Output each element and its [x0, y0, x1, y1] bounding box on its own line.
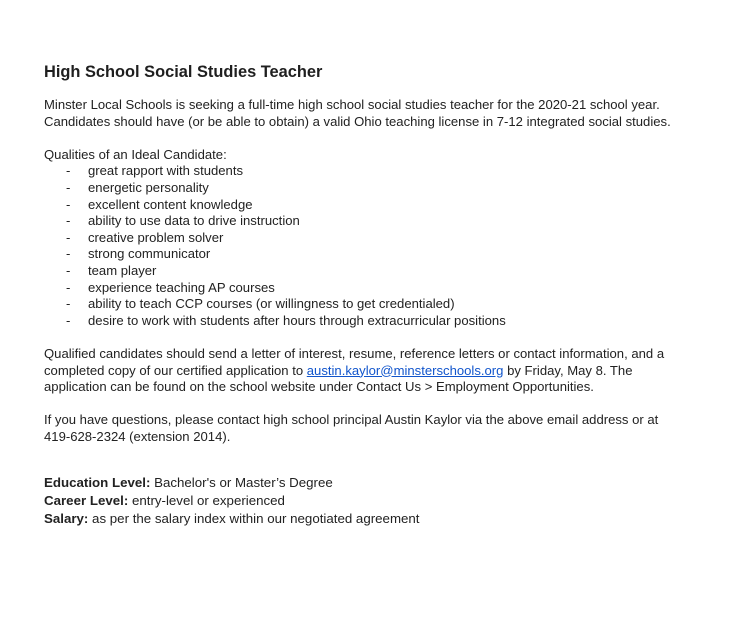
questions-line: 419-628-2324 (extension 2014). [44, 428, 231, 444]
dash-bullet: - [66, 262, 71, 278]
salary-row [44, 510, 734, 528]
list-item [44, 313, 734, 330]
career-level-row [44, 492, 734, 510]
list-item [44, 296, 734, 313]
spacer [44, 329, 734, 346]
application-line: application can be found on the school website under Contact Us > Employment Opportunities. [44, 379, 594, 395]
intro-line: Minster Local Schools is seeking a full-time high school social studies teacher for the 2020-21 school year. [44, 97, 660, 112]
spacer [44, 130, 734, 147]
dash-bullet: - [66, 229, 71, 245]
intro-line: Candidates should have (or be able to obtain) a valid Ohio teaching license in 7-12 integrated social studies. [44, 113, 671, 129]
list-item [44, 263, 734, 280]
list-item [44, 230, 734, 247]
list-item-text: experience teaching AP courses [88, 279, 275, 295]
spacer [44, 445, 734, 474]
salary-value: as per the salary index within our negotiated agreement [88, 511, 420, 527]
list-item-text: ability to teach CCP courses (or willingness to get credentialed) [88, 296, 455, 312]
list-item-text: excellent content knowledge [88, 196, 253, 212]
list-item-text: energetic personality [88, 179, 209, 195]
questions-paragraph [44, 412, 734, 445]
list-item-text: strong communicator [88, 246, 211, 262]
qualities-heading: Qualities of an Ideal Candidate: [44, 146, 227, 162]
intro-paragraph [44, 97, 734, 130]
list-item-text: creative problem solver [88, 229, 224, 245]
application-line: Qualified candidates should send a letter of interest, resume, reference letters or contact information, and a [44, 345, 665, 361]
application-line [44, 363, 734, 380]
application-text: by Friday, May 8. The [503, 362, 633, 378]
qualities-section [44, 147, 734, 330]
application-paragraph [44, 346, 734, 396]
dash-bullet: - [66, 312, 71, 328]
dash-bullet: - [66, 279, 71, 295]
list-item-text: great rapport with students [88, 163, 244, 179]
education-level-label: Education Level: [44, 475, 151, 491]
career-level-label: Career Level: [44, 493, 129, 509]
email-link[interactable]: austin.kaylor@minsterschools.org [306, 362, 504, 378]
list-item-text: ability to use data to drive instruction [88, 213, 300, 229]
dash-bullet: - [66, 179, 71, 195]
dash-bullet: - [66, 213, 71, 229]
list-item [44, 280, 734, 297]
education-level-row [44, 474, 734, 492]
job-title: High School Social Studies Teacher [44, 63, 323, 81]
career-level-value: entry-level or experienced [128, 493, 285, 509]
list-item [44, 213, 734, 230]
job-posting-document [44, 62, 734, 528]
qualities-list [44, 163, 734, 329]
list-item [44, 163, 734, 180]
dash-bullet: - [66, 163, 71, 179]
salary-label: Salary: [44, 511, 89, 527]
list-item [44, 246, 734, 263]
list-item-text: desire to work with students after hours through extracurricular positions [88, 312, 506, 328]
list-item [44, 197, 734, 214]
dash-bullet: - [66, 196, 71, 212]
application-text: completed copy of our certified application to [44, 362, 307, 378]
spacer [44, 396, 734, 413]
dash-bullet: - [66, 296, 71, 312]
list-item [44, 180, 734, 197]
list-item-text: team player [88, 262, 157, 278]
dash-bullet: - [66, 246, 71, 262]
job-facts [44, 474, 734, 528]
education-level-value: Bachelor's or Master’s Degree [150, 475, 333, 491]
questions-line: If you have questions, please contact high school principal Austin Kaylor via the above email address or at [44, 412, 659, 428]
